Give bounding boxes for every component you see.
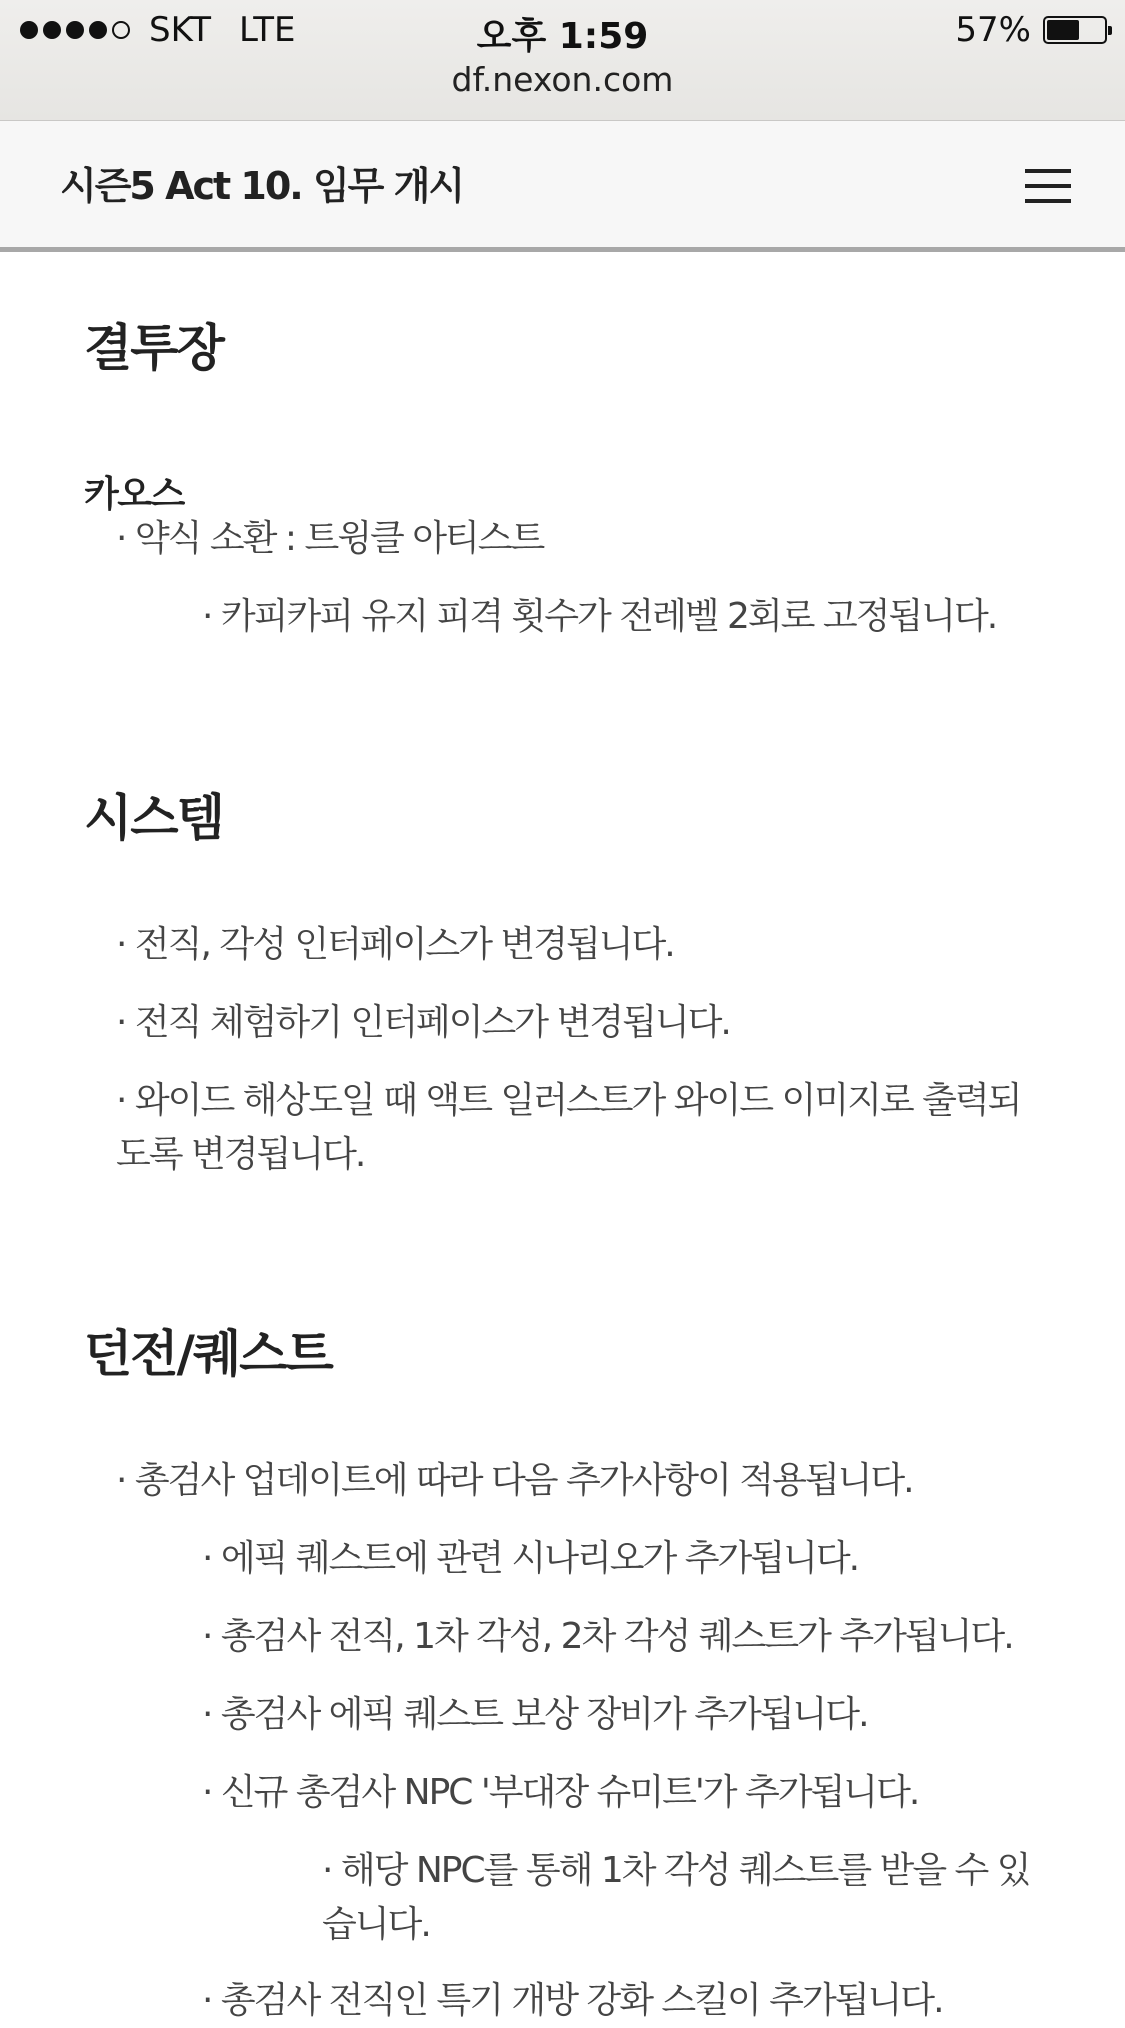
clock: 오후 1:59 [476, 16, 649, 57]
list-item: · 총검사 전직인 특기 개방 강화 스킬이 추가됩니다. [202, 1980, 943, 2021]
subsection-title-chaos: 카오스 [84, 474, 184, 515]
carrier-name: SKT [149, 10, 212, 50]
list-item: · 카피카피 유지 피격 횟수가 전레벨 2회로 고정됩니다. [202, 596, 997, 637]
section-title-system: 시스템 [84, 789, 223, 847]
list-item: · 해당 NPC를 통해 1차 각성 퀘스트를 받을 수 있습니다. [322, 1850, 1030, 1945]
list-item: · 에픽 퀘스트에 관련 시나리오가 추가됩니다. [202, 1538, 859, 1579]
list-item: · 총검사 업데이트에 따라 다음 추가사항이 적용됩니다. [116, 1460, 913, 1501]
status-bar [0, 0, 1125, 121]
list-item: · 총검사 전직, 1차 각성, 2차 각성 퀘스트가 추가됩니다. [202, 1616, 1013, 1657]
list-item: · 전직, 각성 인터페이스가 변경됩니다. [116, 924, 674, 965]
battery-percent: 57% [955, 10, 1031, 50]
battery-level [1047, 20, 1079, 40]
list-item: · 전직 체험하기 인터페이스가 변경됩니다. [116, 1002, 730, 1043]
list-item: · 와이드 해상도일 때 액트 일러스트가 와이드 이미지로 출력되도록 변경됩니다. [116, 1080, 1021, 1175]
network-type: LTE [239, 10, 296, 50]
section-title-arena: 결투장 [84, 319, 223, 377]
list-item: · 총검사 에픽 퀘스트 보상 장비가 추가됩니다. [202, 1694, 868, 1735]
battery-icon [1043, 16, 1107, 44]
page-title: 시즌5 Act 10. 임무 개시 [60, 164, 464, 208]
list-item: · 신규 총검사 NPC '부대장 슈미트'가 추가됩니다. [202, 1772, 919, 1813]
list-item: · 약식 소환 : 트윙클 아티스트 [116, 518, 544, 559]
address-bar-url[interactable]: df.nexon.com [451, 60, 674, 99]
status-right [955, 10, 1107, 50]
hamburger-menu-icon[interactable] [1025, 169, 1071, 203]
section-title-dungeon-quest: 던전/퀘스트 [84, 1325, 332, 1383]
page-header [0, 121, 1125, 252]
